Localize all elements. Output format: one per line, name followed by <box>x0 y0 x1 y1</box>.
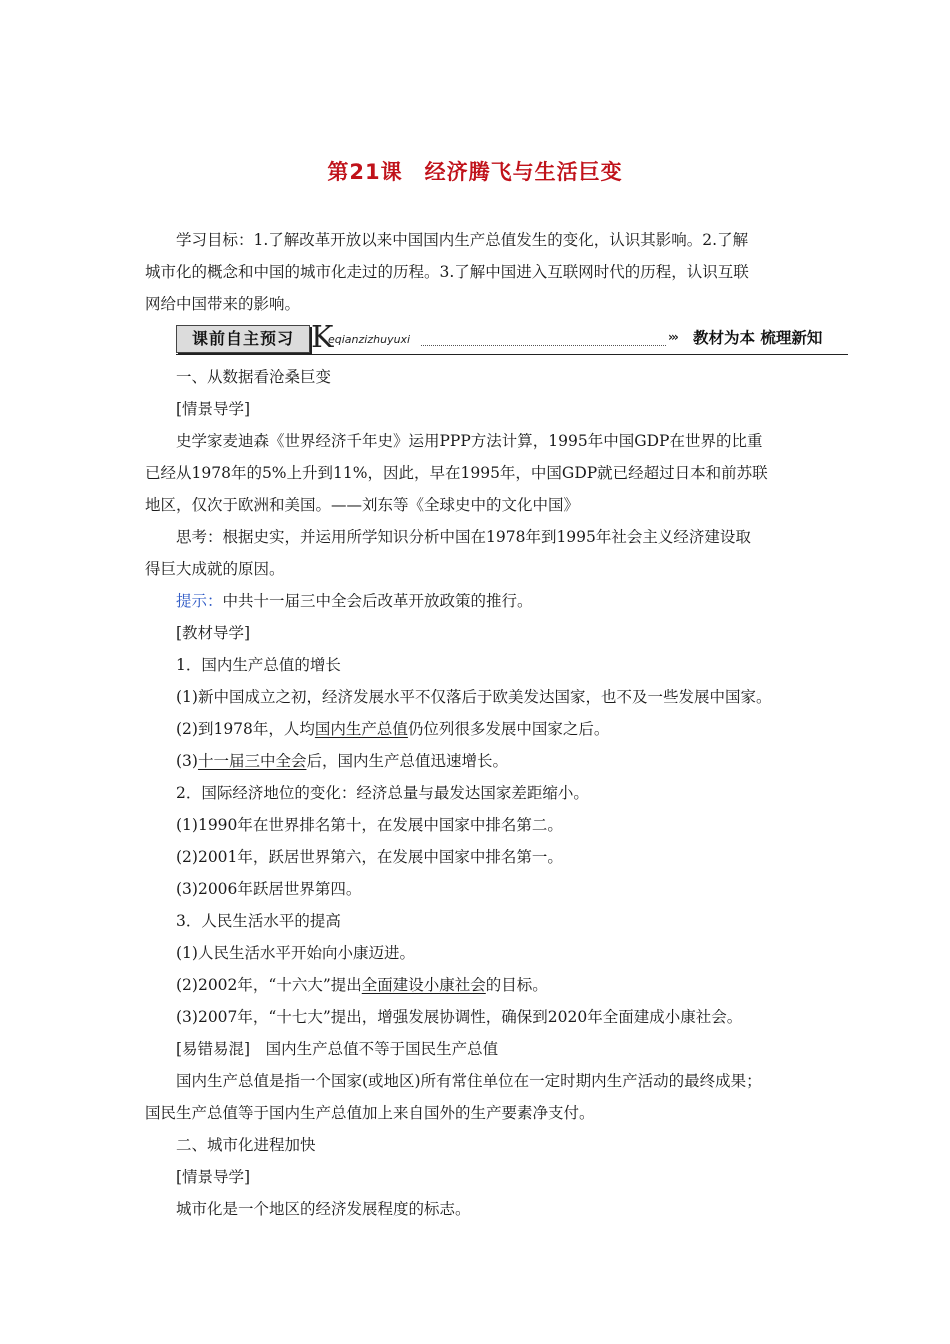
think-line-2: 得巨大成就的原因。 <box>145 560 285 578</box>
quote-line-3: 地区，仅次于欧洲和美国。——刘东等《全球史中的文化中国》 <box>145 496 580 514</box>
item-1-3-pre: (3) <box>176 752 198 770</box>
tag-yicuo: [易错易混] 国内生产总值不等于国民生产总值 <box>176 1040 499 1058</box>
section-banner <box>176 321 848 355</box>
item-2-3: (3)2006年跃居世界第四。 <box>176 880 362 898</box>
hint-label: 提示： <box>176 592 223 610</box>
section-heading-2: 二、城市化进程加快 <box>176 1136 316 1154</box>
quote-line-1: 史学家麦迪森《世界经济千年史》运用PPP方法计算，1995年中国GDP在世界的比重 <box>176 432 763 450</box>
heading-living-standard: 3．人民生活水平的提高 <box>176 912 341 930</box>
item-1-2-underlined: 国内生产总值 <box>314 720 408 738</box>
quote-line-2: 已经从1978年的5%上升到11%，因此，早在1995年，中国GDP就已经超过日本和前苏联 <box>145 464 768 482</box>
yicuo-line-2: 国民生产总值等于国内生产总值加上来自国外的生产要素净支付。 <box>145 1104 595 1122</box>
tag-qingjing-1: [情景导学] <box>176 400 251 418</box>
chevrons-icon: ››› <box>668 330 677 344</box>
section-heading-1: 一、从数据看沧桑巨变 <box>176 368 332 386</box>
item-3-1: (1)人民生活水平开始向小康迈进。 <box>176 944 415 962</box>
item-3-2-pre: (2)2002年，“十六大”提出 <box>176 976 362 994</box>
banner-slogan: 教材为本 梳理新知 <box>693 329 823 347</box>
objectives-line-3: 网给中国带来的影响。 <box>145 295 301 313</box>
item-1-2 <box>145 713 846 745</box>
tag-jiaocai: [教材导学] <box>176 624 251 642</box>
hint-line <box>145 585 846 617</box>
banner-pinyin: eqianzizhuyuxi <box>328 333 411 346</box>
banner-dotted-line <box>421 345 666 346</box>
item-1-1: (1)新中国成立之初，经济发展水平不仅落后于欧美发达国家，也不及一些发展中国家。 <box>176 688 772 706</box>
item-1-3-post: 后，国内生产总值迅速增长。 <box>306 752 508 770</box>
hint-text: 中共十一届三中全会后改革开放政策的推行。 <box>222 592 533 610</box>
lesson-title: 第21课 经济腾飞与生活巨变 <box>327 160 623 184</box>
heading-intl-status: 2．国际经济地位的变化：经济总量与最发达国家差距缩小。 <box>176 784 589 802</box>
item-1-3-underlined: 十一届三中全会 <box>197 752 307 770</box>
item-3-2-underlined: 全面建设小康社会 <box>361 976 486 994</box>
heading-gdp-growth: 1．国内生产总值的增长 <box>176 656 341 674</box>
last-line: 城市化是一个地区的经济发展程度的标志。 <box>176 1200 471 1218</box>
item-1-2-post: 仍位列很多发展中国家之后。 <box>407 720 610 738</box>
think-line-1: 思考：根据史实，并运用所学知识分析中国在1978年到1995年社会主义经济建设取 <box>176 528 751 546</box>
item-2-2: (2)2001年，跃居世界第六，在发展中国家中排名第一。 <box>176 848 563 866</box>
item-2-1: (1)1990年在世界排名第十，在发展中国家中排名第二。 <box>176 816 563 834</box>
banner-k-letter: K <box>311 320 334 355</box>
item-3-2-post: 的目标。 <box>485 976 548 994</box>
objectives-line-1: 学习目标：1.了解改革开放以来中国国内生产总值发生的变化，认识其影响。2.了解 <box>176 231 749 249</box>
banner-label: 课前自主预习 <box>176 325 310 353</box>
item-1-3 <box>145 745 846 777</box>
item-3-2 <box>145 969 846 1001</box>
item-1-2-pre: (2)到1978年，人均 <box>176 720 315 738</box>
item-3-3: (3)2007年，“十七大”提出，增强发展协调性，确保到2020年全面建成小康社会。 <box>176 1008 743 1026</box>
yicuo-line-1: 国内生产总值是指一个国家(或地区)所有常住单位在一定时期内生产活动的最终成果； <box>176 1072 762 1090</box>
tag-qingjing-2: [情景导学] <box>176 1168 251 1186</box>
objectives-line-2: 城市化的概念和中国的城市化走过的历程。3.了解中国进入互联网时代的历程，认识互联 <box>145 263 749 281</box>
banner-rule <box>176 354 848 355</box>
